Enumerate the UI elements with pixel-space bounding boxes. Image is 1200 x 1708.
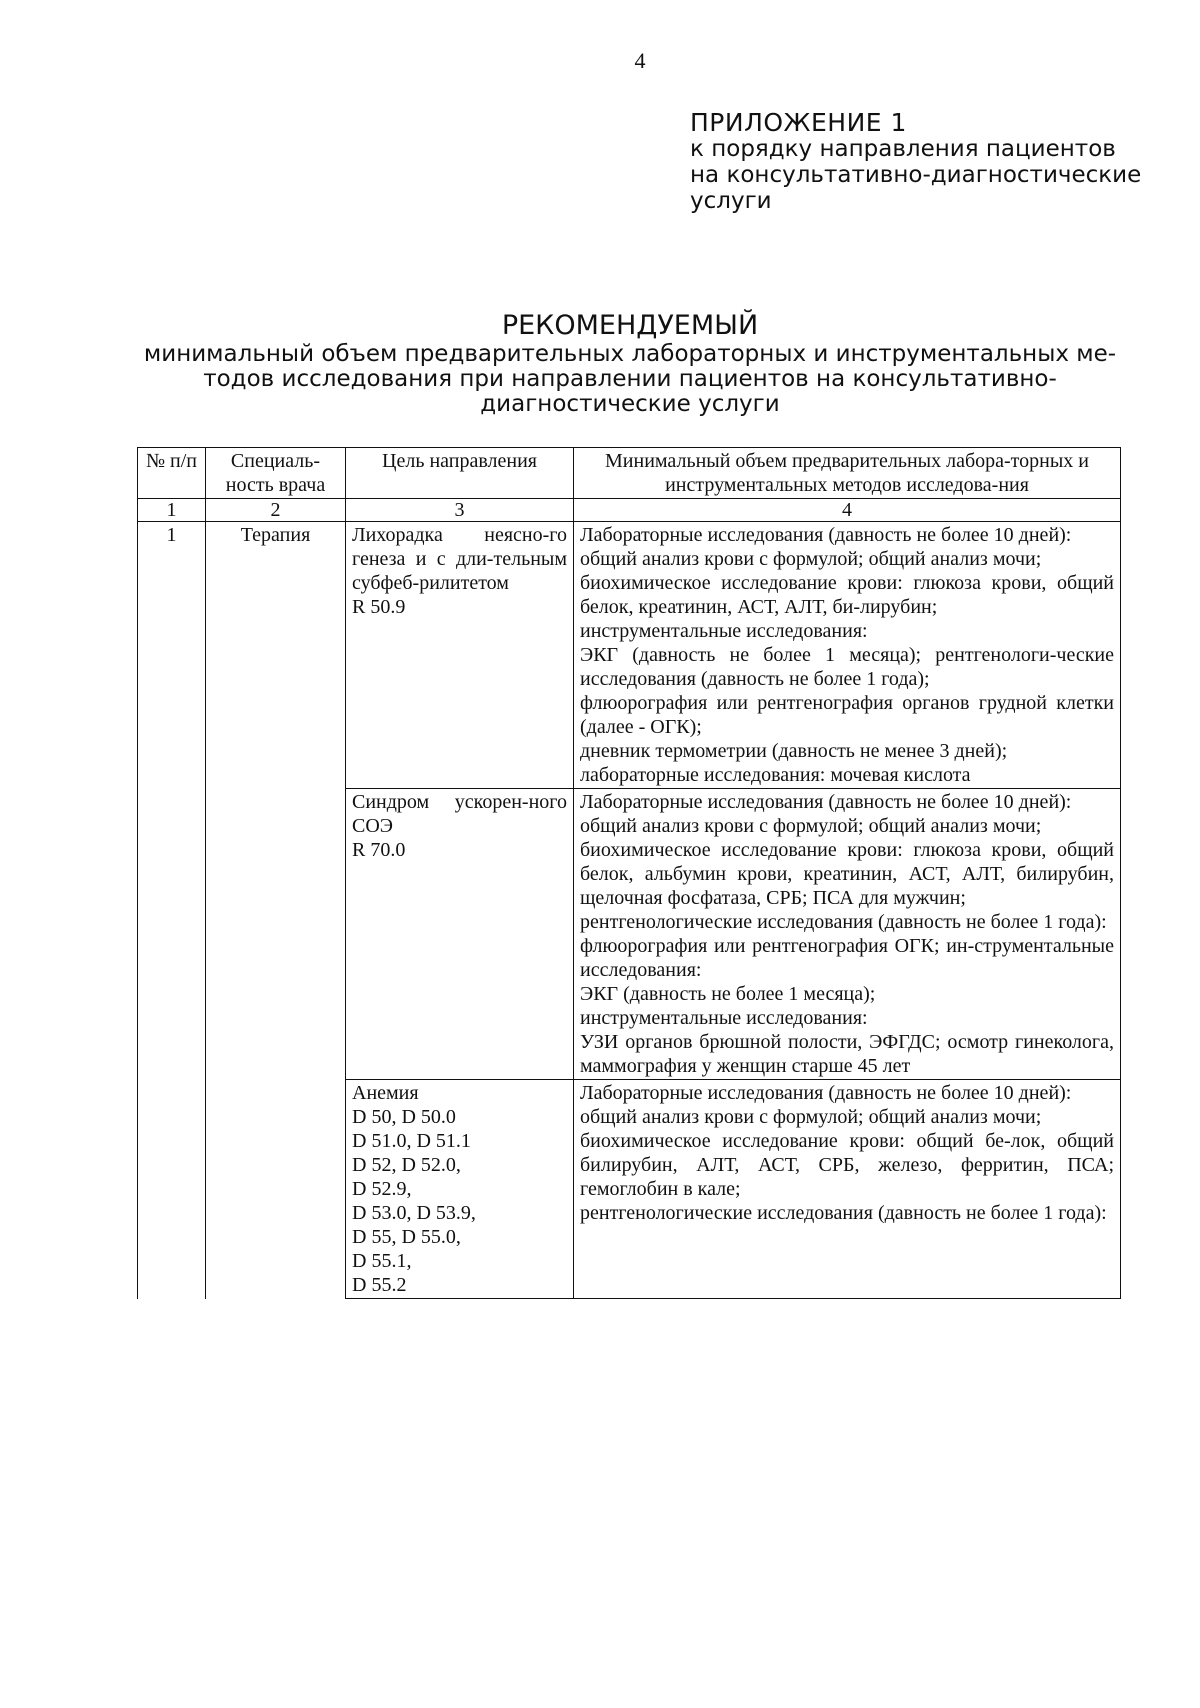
goal-code: D 55.2	[352, 1274, 407, 1296]
header-number: № п/п	[138, 448, 206, 499]
methods-cell	[574, 789, 1121, 1080]
title-line: минимальный объем предварительных лабораторных и инструментальных ме-	[143, 341, 1117, 367]
appendix-line: на консультативно-диагностические	[690, 162, 1142, 188]
table-header-row	[138, 448, 1121, 499]
method-line: ЭКГ (давность не более 1 месяца);	[580, 983, 876, 1005]
method-line: Лабораторные исследования (давность не более 10 дней):	[580, 791, 1072, 813]
method-line: биохимическое исследование крови: глюкоза крови, общий белок, креатинин, АСТ, АЛТ, би-лирубин;	[580, 572, 1114, 618]
goal-code: D 51.0, D 51.1	[352, 1130, 471, 1152]
goal-cell	[346, 789, 574, 1080]
title-line: диагностические услуги	[480, 391, 780, 417]
method-line: общий анализ крови с формулой; общий анализ мочи;	[580, 815, 1042, 837]
method-line: биохимическое исследование крови: общий бе-лок, общий билирубин, АЛТ, АСТ, СРБ, железо, ферритин, ПСА; гемоглобин в кале;	[580, 1130, 1114, 1200]
column-number: 3	[346, 499, 574, 522]
row-number: 1	[138, 522, 206, 1299]
goal-code: D 52.9,	[352, 1178, 412, 1200]
method-line: лабораторные исследования: мочевая кислота	[580, 764, 971, 786]
column-number-row	[138, 499, 1121, 522]
goal-cell	[346, 522, 574, 789]
column-number: 1	[138, 499, 206, 522]
title-heading: РЕКОМЕНДУЕМЫЙ	[501, 310, 759, 341]
goal-text: Синдром ускорен-ного СОЭ	[352, 791, 567, 837]
method-line: ЭКГ (давность не более 1 месяца); рентгенологи-ческие исследования (давность не более 1 года);	[580, 644, 1114, 690]
goal-code: D 55, D 55.0,	[352, 1226, 461, 1248]
goal-cell	[346, 1080, 574, 1299]
appendix-block	[690, 110, 1170, 214]
goal-code: R 50.9	[352, 596, 406, 618]
goal-code: D 52, D 52.0,	[352, 1154, 461, 1176]
method-line: Лабораторные исследования (давность не более 10 дней):	[580, 524, 1072, 546]
method-line: рентгенологические исследования (давность не более 1 года):	[580, 911, 1107, 933]
method-line: общий анализ крови с формулой; общий анализ мочи;	[580, 548, 1042, 570]
method-line: инструментальные исследования:	[580, 1007, 868, 1029]
title-line: тодов исследования при направлении пациентов на консультативно-	[203, 366, 1057, 392]
method-line: инструментальные исследования:	[580, 620, 868, 642]
method-line: общий анализ крови с формулой; общий анализ мочи;	[580, 1106, 1042, 1128]
method-line: флюорография или рентгенография органов грудной клетки (далее - ОГК);	[580, 692, 1114, 738]
goal-text: Лихорадка неясно-го генеза и с дли-тельным субфеб-рилитетом	[352, 524, 567, 594]
table-row	[138, 522, 1121, 789]
goal-code: R 70.0	[352, 839, 406, 861]
row-specialty: Терапия	[206, 522, 346, 1299]
method-line: дневник термометрии (давность не менее 3 дней);	[580, 740, 1008, 762]
appendix-line: услуги	[690, 188, 772, 214]
appendix-title: ПРИЛОЖЕНИЕ 1	[690, 108, 907, 137]
appendix-line: к порядку направления пациентов	[690, 136, 1116, 162]
methods-table	[137, 447, 1121, 1299]
document-title	[130, 310, 1130, 417]
methods-cell	[574, 522, 1121, 789]
header-methods: Минимальный объем предварительных лабора-торных и инструментальных методов исследова-ния	[574, 448, 1121, 499]
column-number: 4	[574, 499, 1121, 522]
method-line: флюорография или рентгенография ОГК; ин-струментальные исследования:	[580, 935, 1114, 981]
method-line: УЗИ органов брюшной полости, ЭФГДС; осмотр гинеколога, маммография у женщин старше 45 лет	[580, 1031, 1114, 1077]
column-number: 2	[206, 499, 346, 522]
page-number: 4	[634, 48, 646, 73]
methods-cell	[574, 1080, 1121, 1299]
header-goal: Цель направления	[346, 448, 574, 499]
method-line: биохимическое исследование крови: глюкоза крови, общий белок, альбумин крови, креатинин, АСТ, АЛТ, билирубин, щелочная фосфатаза, СРБ; ПСА для мужчин;	[580, 839, 1114, 909]
goal-text: Анемия	[352, 1082, 419, 1104]
goal-code: D 55.1,	[352, 1250, 412, 1272]
goal-code: D 50, D 50.0	[352, 1106, 456, 1128]
method-line: рентгенологические исследования (давность не более 1 года):	[580, 1202, 1107, 1224]
method-line: Лабораторные исследования (давность не более 10 дней):	[580, 1082, 1072, 1104]
header-specialty: Специаль-ность врача	[206, 448, 346, 499]
goal-code: D 53.0, D 53.9,	[352, 1202, 476, 1224]
